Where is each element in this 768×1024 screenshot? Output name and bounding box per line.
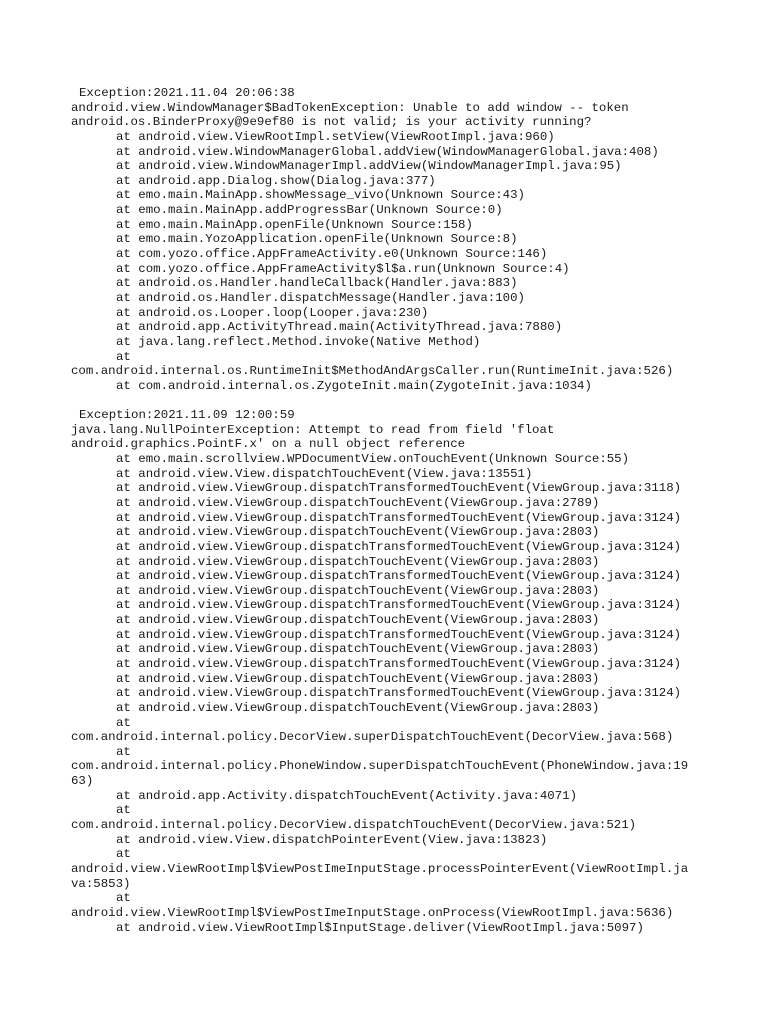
- stack-trace-line: at android.view.ViewGroup.dispatchTouchEvent(ViewGroup.java:2803): [116, 525, 600, 540]
- stack-trace-line: at android.view.ViewGroup.dispatchTouchEvent(ViewGroup.java:2803): [116, 554, 600, 569]
- stack-trace-line: at android.app.ActivityThread.main(ActivityThread.java:7880): [116, 320, 563, 335]
- stack-trace-line: at emo.main.scrollview.WPDocumentView.onTouchEvent(Unknown Source:55): [116, 452, 630, 467]
- stack-trace-line: at: [116, 891, 131, 906]
- exception-timestamp-header: Exception:2021.11.04 20:06:38: [79, 86, 295, 100]
- stack-trace-line: at android.app.Dialog.show(Dialog.java:377): [116, 173, 436, 188]
- stack-trace-line: at: [116, 803, 131, 818]
- stack-trace-line: at android.app.Activity.dispatchTouchEvent(Activity.java:4071): [116, 788, 578, 803]
- stack-trace-line: at: [116, 349, 131, 364]
- stack-trace-line: at android.view.ViewGroup.dispatchTouchEvent(ViewGroup.java:2803): [116, 671, 600, 686]
- exception-message-line: android.graphics.PointF.x' on a null object reference: [71, 437, 466, 452]
- crash-log-document: [71, 86, 711, 935]
- stack-trace-line: at android.view.ViewGroup.dispatchTouchEvent(ViewGroup.java:2803): [116, 700, 600, 715]
- stack-trace-line: at android.os.Handler.handleCallback(Handler.java:883): [116, 276, 518, 291]
- exception-message-line: java.lang.NullPointerException: Attempt to read from field 'float: [71, 422, 555, 437]
- stack-trace-line: at android.view.ViewGroup.dispatchTransformedTouchEvent(ViewGroup.java:3124): [116, 539, 682, 554]
- stack-trace-line: at android.view.ViewGroup.dispatchTransformedTouchEvent(ViewGroup.java:3124): [116, 686, 682, 701]
- stack-trace-line: at: [116, 715, 131, 730]
- stack-trace-line: at com.yozo.office.AppFrameActivity$l$a.run(Unknown Source:4): [116, 261, 570, 276]
- exception-block: [71, 86, 711, 393]
- stack-trace-line: com.android.internal.os.RuntimeInit$MethodAndArgsCaller.run(RuntimeInit.java:526): [71, 364, 674, 379]
- stack-trace-line: at emo.main.YozoApplication.openFile(Unknown Source:8): [116, 232, 518, 247]
- stack-trace-line: at emo.main.MainApp.openFile(Unknown Source:158): [116, 217, 473, 232]
- stack-trace-line: at android.view.ViewGroup.dispatchTouchEvent(ViewGroup.java:2803): [116, 583, 600, 598]
- exception-message-line: android.os.BinderProxy@9e9ef80 is not valid; is your activity running?: [71, 115, 592, 130]
- stack-trace-line: at android.view.View.dispatchTouchEvent(View.java:13551): [116, 466, 533, 481]
- stack-trace-line: va:5853): [71, 876, 131, 891]
- stack-trace-line: at android.view.ViewGroup.dispatchTransformedTouchEvent(ViewGroup.java:3124): [116, 598, 682, 613]
- exception-block: [71, 408, 711, 935]
- stack-trace-line: at android.view.WindowManagerImpl.addView(WindowManagerImpl.java:95): [116, 159, 622, 174]
- stack-trace-line: at android.view.ViewGroup.dispatchTouchEvent(ViewGroup.java:2789): [116, 495, 600, 510]
- exception-timestamp-header: Exception:2021.11.09 12:00:59: [79, 408, 295, 423]
- exception-message-line: android.view.WindowManager$BadTokenException: Unable to add window -- token: [71, 100, 629, 115]
- stack-trace-line: at: [116, 847, 131, 862]
- stack-trace-line: android.view.ViewRootImpl$ViewPostImeInputStage.onProcess(ViewRootImpl.java:5636): [71, 905, 674, 920]
- stack-trace-line: at android.os.Handler.dispatchMessage(Handler.java:100): [116, 290, 525, 305]
- stack-trace-line: at emo.main.MainApp.showMessage_vivo(Unknown Source:43): [116, 188, 525, 203]
- stack-trace-line: at java.lang.reflect.Method.invoke(Native Method): [116, 334, 481, 349]
- stack-trace-line: at android.view.ViewRootImpl$InputStage.deliver(ViewRootImpl.java:5097): [116, 920, 644, 935]
- stack-trace-line: at emo.main.MainApp.addProgressBar(Unknown Source:0): [116, 203, 503, 218]
- stack-trace-line: at android.view.ViewGroup.dispatchTransformedTouchEvent(ViewGroup.java:3124): [116, 510, 682, 525]
- stack-trace-line: com.android.internal.policy.DecorView.dispatchTouchEvent(DecorView.java:521): [71, 818, 637, 833]
- stack-trace-line: at android.view.WindowManagerGlobal.addView(WindowManagerGlobal.java:408): [116, 144, 659, 159]
- stack-trace-line: 63): [71, 774, 94, 789]
- stack-trace-line: at com.android.internal.os.ZygoteInit.main(ZygoteInit.java:1034): [116, 378, 592, 393]
- stack-trace-line: at android.os.Looper.loop(Looper.java:230): [116, 305, 429, 320]
- stack-trace-line: at android.view.ViewGroup.dispatchTransformedTouchEvent(ViewGroup.java:3124): [116, 569, 682, 584]
- stack-trace-line: at android.view.ViewGroup.dispatchTransformedTouchEvent(ViewGroup.java:3118): [116, 481, 682, 496]
- stack-trace-line: com.android.internal.policy.PhoneWindow.superDispatchTouchEvent(PhoneWindow.java:19: [71, 759, 689, 774]
- stack-trace-line: at android.view.ViewGroup.dispatchTouchEvent(ViewGroup.java:2803): [116, 613, 600, 628]
- stack-trace-line: at: [116, 744, 131, 759]
- stack-trace-line: at android.view.ViewGroup.dispatchTransformedTouchEvent(ViewGroup.java:3124): [116, 656, 682, 671]
- stack-trace-line: at com.yozo.office.AppFrameActivity.e0(Unknown Source:146): [116, 247, 548, 262]
- stack-trace-line: at android.view.ViewGroup.dispatchTouchEvent(ViewGroup.java:2803): [116, 642, 600, 657]
- stack-trace-line: at android.view.ViewRootImpl.setView(ViewRootImpl.java:960): [116, 129, 555, 144]
- stack-trace-line: com.android.internal.policy.DecorView.superDispatchTouchEvent(DecorView.java:568): [71, 730, 674, 745]
- stack-trace-line: at android.view.View.dispatchPointerEvent(View.java:13823): [116, 832, 548, 847]
- stack-trace-line: at android.view.ViewGroup.dispatchTransformedTouchEvent(ViewGroup.java:3124): [116, 627, 682, 642]
- stack-trace-line: android.view.ViewRootImpl$ViewPostImeInputStage.processPointerEvent(ViewRootImpl.ja: [71, 861, 689, 876]
